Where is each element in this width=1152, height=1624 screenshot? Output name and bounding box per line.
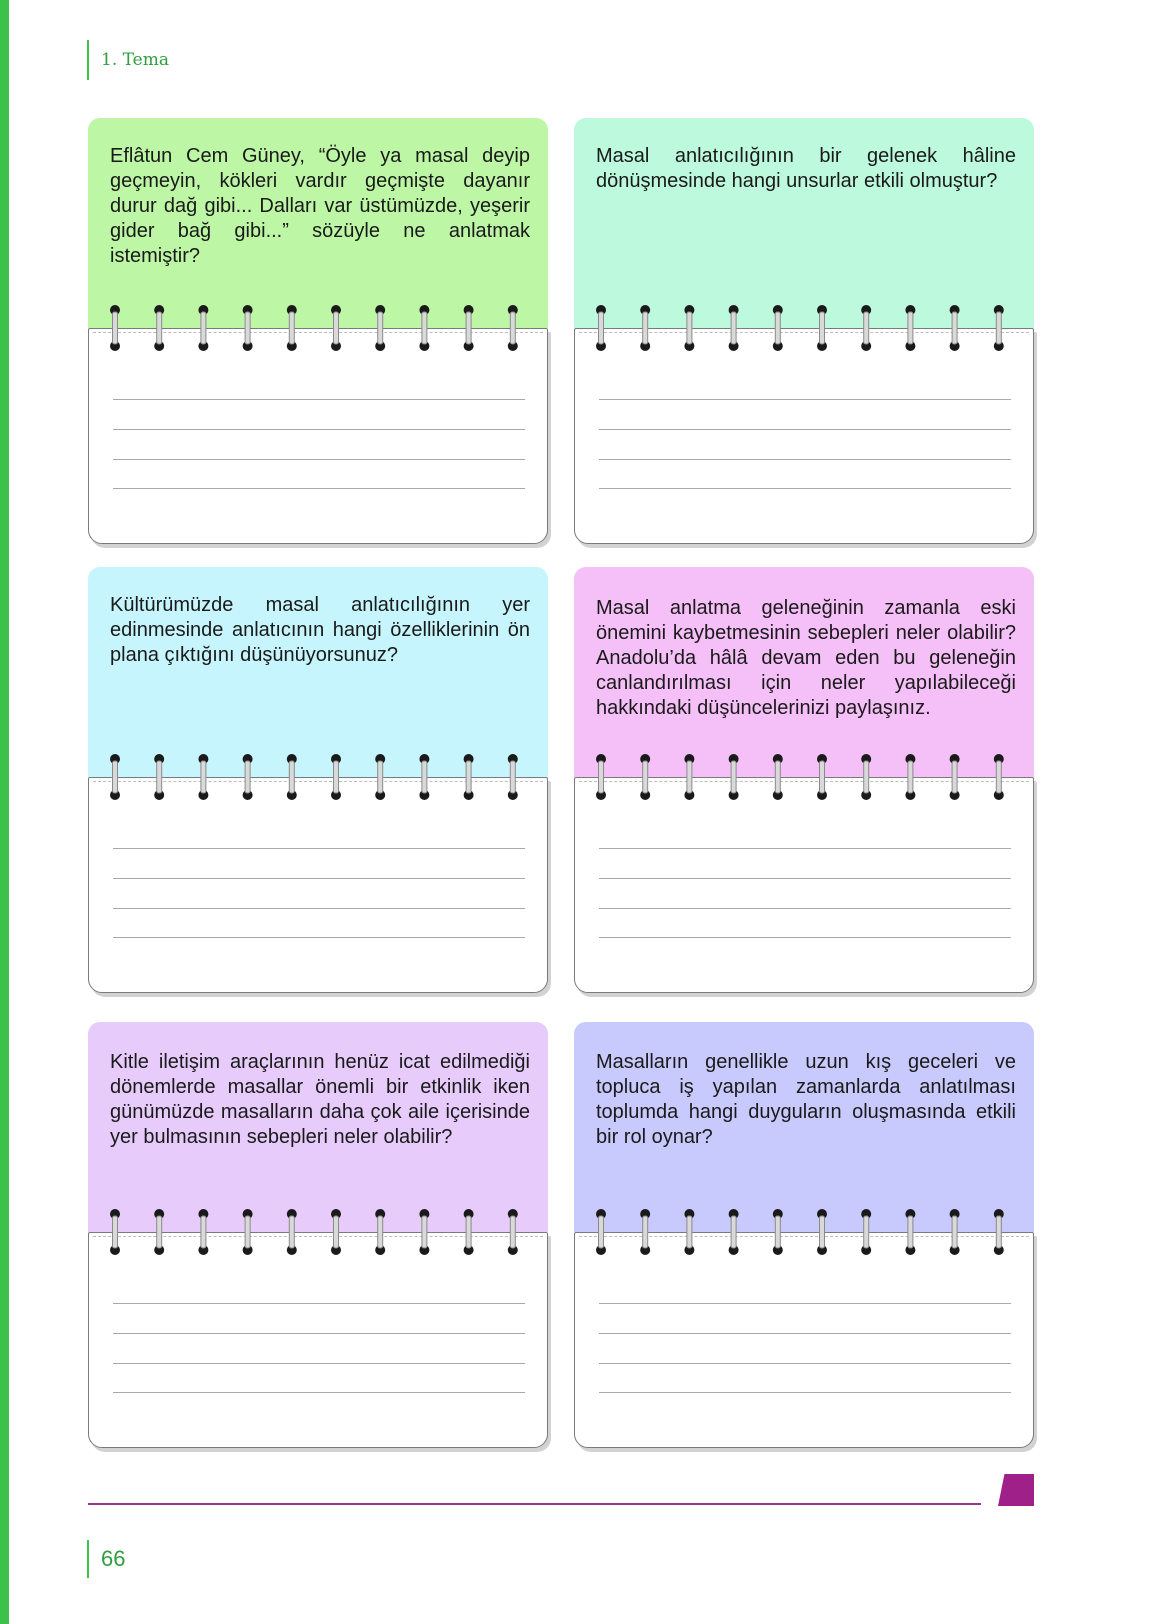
question-text: Masalların genellikle uzun kış geceleri ve topluca iş yapılan zamanlarda anlatılması toplumda hangi duyguların oluşmasında etkili bir rol oynar?: [596, 1051, 1016, 1148]
spiral-ring: [640, 754, 650, 800]
question-card-5: [88, 1022, 548, 1452]
spiral-ring: [508, 305, 518, 351]
spiral-ring: [331, 305, 341, 351]
spiral-ring: [684, 305, 694, 351]
answer-notepad: [574, 777, 1034, 993]
answer-line[interactable]: [599, 1333, 1011, 1334]
spiral-ring: [154, 754, 164, 800]
answer-line[interactable]: [113, 908, 525, 909]
spiral-ring: [596, 754, 606, 800]
spiral-ring: [640, 1209, 650, 1255]
question-card-2: [574, 118, 1034, 548]
spiral-ring: [419, 1209, 429, 1255]
spiral-ring: [464, 305, 474, 351]
answer-line[interactable]: [599, 429, 1011, 430]
spiral-ring: [243, 305, 253, 351]
spiral-ring: [640, 305, 650, 351]
answer-line[interactable]: [599, 1303, 1011, 1304]
answer-line[interactable]: [599, 878, 1011, 879]
page-number: 66: [101, 1546, 126, 1571]
answer-line[interactable]: [113, 1363, 525, 1364]
spiral-ring: [198, 754, 208, 800]
spiral-ring: [508, 754, 518, 800]
spiral-rings: [88, 304, 548, 352]
spiral-ring: [419, 754, 429, 800]
spiral-ring: [287, 1209, 297, 1255]
answer-line[interactable]: [599, 459, 1011, 460]
question-card-4: [574, 567, 1034, 997]
spiral-ring: [508, 1209, 518, 1255]
spiral-ring: [817, 754, 827, 800]
answer-notepad: [88, 1232, 548, 1448]
answer-line[interactable]: [113, 878, 525, 879]
spiral-ring: [729, 754, 739, 800]
spiral-ring: [375, 305, 385, 351]
footer-tab: [998, 1474, 1034, 1506]
question-text: Kitle iletişim araçlarının henüz icat edilmediği dönemlerde masallar önemli bir etkinlik iken günümüzde masalların daha çok aile içerisinde yer bulmasının sebepleri neler olabilir?: [110, 1051, 530, 1148]
spiral-ring: [243, 1209, 253, 1255]
spiral-ring: [861, 305, 871, 351]
spiral-rings: [574, 1208, 1034, 1256]
theme-title: 1. Tema: [101, 50, 169, 70]
left-color-bar: [0, 0, 9, 1624]
spiral-ring: [110, 305, 120, 351]
spiral-ring: [950, 305, 960, 351]
spiral-rings: [88, 753, 548, 801]
spiral-ring: [905, 305, 915, 351]
spiral-ring: [331, 1209, 341, 1255]
question-text: Eflâtun Cem Güney, “Öyle ya masal deyip geçmeyin, kökleri vardır geçmişte dayanır durur dağ gibi... Dalları var üstümüzde, yeşerir gider bağ gibi...” sözüyle ne anlatmak istemiştir?: [110, 145, 530, 267]
spiral-ring: [817, 305, 827, 351]
spiral-ring: [994, 305, 1004, 351]
answer-line[interactable]: [599, 488, 1011, 489]
spiral-ring: [154, 1209, 164, 1255]
spiral-ring: [154, 305, 164, 351]
spiral-ring: [817, 1209, 827, 1255]
spiral-ring: [684, 754, 694, 800]
question-text: Masal anlatıcılığının bir gelenek hâline dönüşmesinde hangi unsurlar etkili olmuştur?: [596, 145, 1016, 192]
footer-divider: [88, 1503, 981, 1505]
spiral-ring: [243, 754, 253, 800]
answer-line[interactable]: [113, 848, 525, 849]
answer-line[interactable]: [599, 848, 1011, 849]
question-card-6: [574, 1022, 1034, 1452]
spiral-rings: [574, 753, 1034, 801]
answer-line[interactable]: [113, 488, 525, 489]
spiral-ring: [905, 1209, 915, 1255]
spiral-rings: [88, 1208, 548, 1256]
answer-notepad: [574, 1232, 1034, 1448]
spiral-ring: [950, 1209, 960, 1255]
spiral-ring: [994, 754, 1004, 800]
answer-line[interactable]: [113, 937, 525, 938]
answer-line[interactable]: [113, 399, 525, 400]
answer-line[interactable]: [113, 1333, 525, 1334]
spiral-ring: [905, 754, 915, 800]
spiral-ring: [950, 754, 960, 800]
answer-notepad: [88, 777, 548, 993]
spiral-ring: [419, 305, 429, 351]
page-header: [87, 40, 169, 80]
spiral-ring: [729, 1209, 739, 1255]
answer-line[interactable]: [113, 429, 525, 430]
spiral-ring: [198, 1209, 208, 1255]
answer-line[interactable]: [113, 459, 525, 460]
answer-line[interactable]: [599, 1392, 1011, 1393]
answer-line[interactable]: [599, 399, 1011, 400]
spiral-ring: [684, 1209, 694, 1255]
spiral-ring: [331, 754, 341, 800]
spiral-rings: [574, 304, 1034, 352]
spiral-ring: [287, 305, 297, 351]
question-text: Masal anlatma geleneğinin zamanla eski önemini kaybetmesinin sebepleri neler olabilir? Anadolu’da hâlâ devam eden bu geleneğin canlandırılması için neler yapılabileceği hakkındaki düşüncelerinizi paylaşınız.: [596, 597, 1016, 719]
spiral-ring: [773, 754, 783, 800]
spiral-ring: [729, 305, 739, 351]
answer-notepad: [88, 328, 548, 544]
spiral-ring: [110, 1209, 120, 1255]
answer-line[interactable]: [599, 937, 1011, 938]
spiral-ring: [375, 754, 385, 800]
spiral-ring: [861, 1209, 871, 1255]
spiral-ring: [110, 754, 120, 800]
spiral-ring: [773, 1209, 783, 1255]
spiral-ring: [375, 1209, 385, 1255]
spiral-ring: [287, 754, 297, 800]
question-card-1: [88, 118, 548, 548]
answer-notepad: [574, 328, 1034, 544]
spiral-ring: [596, 1209, 606, 1255]
question-card-3: [88, 567, 548, 997]
answer-line[interactable]: [599, 1363, 1011, 1364]
spiral-ring: [464, 754, 474, 800]
spiral-ring: [464, 1209, 474, 1255]
answer-line[interactable]: [599, 908, 1011, 909]
spiral-ring: [773, 305, 783, 351]
answer-line[interactable]: [113, 1392, 525, 1393]
spiral-ring: [596, 305, 606, 351]
answer-line[interactable]: [113, 1303, 525, 1304]
page-number-box: [87, 1540, 125, 1578]
spiral-ring: [198, 305, 208, 351]
question-text: Kültürümüzde masal anlatıcılığının yer edinmesinde anlatıcının hangi özelliklerinin ön plana çıktığını düşünüyorsunuz?: [110, 594, 530, 666]
spiral-ring: [994, 1209, 1004, 1255]
spiral-ring: [861, 754, 871, 800]
